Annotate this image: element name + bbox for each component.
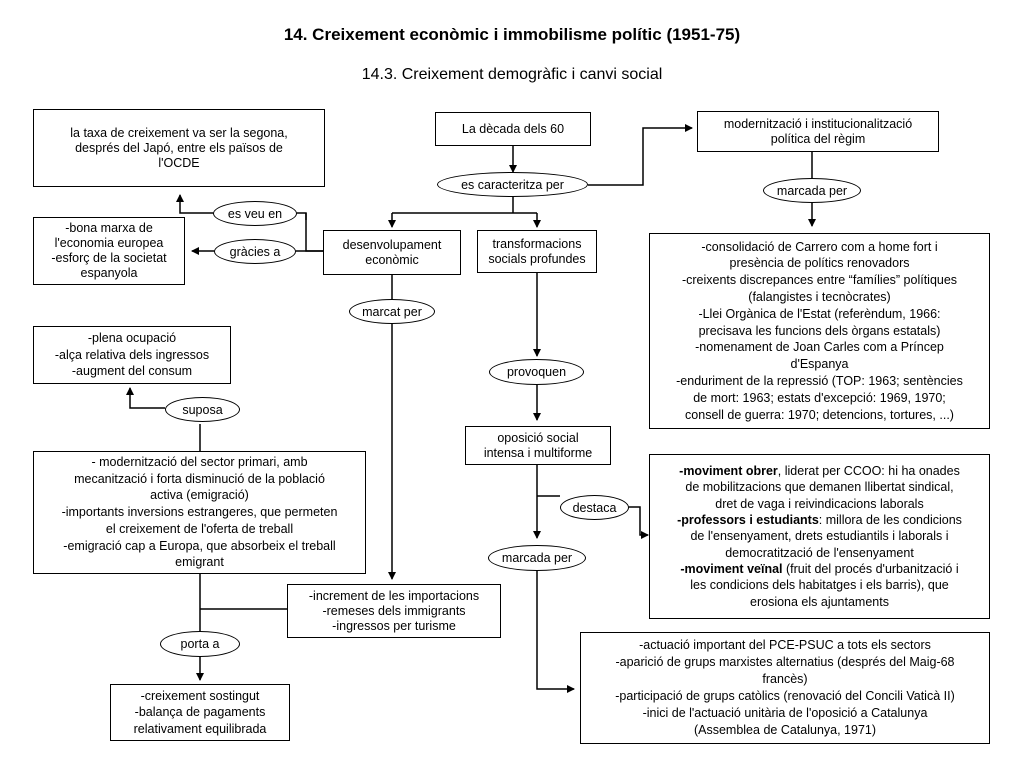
node-line: -aparició de grups marxistes alternatius (després del Maig-68 [615,655,955,669]
link-porta-a: porta a [160,631,240,657]
node-line: oposició social [497,430,579,445]
node-line: consell de guerra: 1970; detencions, tortures, ...) [685,407,954,422]
node-modernitzacio-sector [33,451,366,574]
link-marcada-per-bottom: marcada per [488,545,586,571]
node-line: de mort: 1963; estats d'excepció: 1969, 1970; [693,390,946,405]
node-increment [287,584,501,638]
node-line: d'Espanya [790,357,849,372]
node-transformacions [477,230,597,273]
node-line: -Llei Orgànica de l'Estat (referèndum, 1966: [698,306,941,321]
node-taxa-creixement [33,109,325,187]
page-subtitle: 14.3. Creixement demogràfic i canvi social [361,66,663,83]
node-line [680,561,958,577]
node-line: -emigració cap a Europa, que absorbeix el treball [63,538,336,553]
node-line: - modernització del sector primari, amb [91,455,308,470]
node-line: -participació de grups catòlics (renovació del Concili Vaticà II) [615,689,955,703]
node-line: -remeses dels immigrants [322,603,466,618]
node-line: dret de vaga i reivindicacions laborals [715,496,924,511]
node-line: precisava les funcions dels òrgans estatals) [698,323,941,338]
node-plena-ocupacio [33,326,231,384]
node-line: intensa i multiforme [483,445,593,460]
node-line: -actuació important del PCE-PSUC a tots els sectors [639,638,931,652]
node-line: -alça relativa dels ingressos [54,347,210,362]
link-marcada-per-top: marcada per [763,178,861,203]
link-destaca: destaca [560,495,629,520]
node-line: modernització i institucionalització [723,116,913,131]
node-oposicio-social [465,426,611,465]
node-line: -nomenament de Joan Carles com a Príncep [695,340,944,355]
node-desenvolupament [323,230,461,275]
node-line: relativament equilibrada [133,721,267,736]
node-line: democratització de l'ensenyament [725,545,914,560]
node-line: les condicions dels habitatges i els barris), que [690,578,949,593]
node-line: (Assemblea de Catalunya, 1971) [693,723,877,737]
link-es-veu-en: es veu en [213,201,297,226]
node-line: -ingressos per turisme [332,618,456,633]
professors-label: -professors i estudiants [677,513,819,528]
node-line: -enduriment de la repressió (TOP: 1963; sentències [676,373,963,388]
node-creixement-sostingut [110,684,290,741]
node-line: socials profundes [488,251,586,266]
node-text: La dècada dels 60 [461,121,565,136]
node-line: (falangistes i tecnòcrates) [748,290,891,304]
node-line: el creixement de l'oferta de treball [105,521,294,536]
node-line: mecanització i forta disminució de la població [74,471,325,486]
link-provoquen: provoquen [489,359,584,385]
node-line: política del règim [770,131,866,146]
node-line: francès) [762,672,808,686]
node-line: -inici de l'actuació unitària de l'oposició a Catalunya [642,706,928,720]
node-line: la taxa de creixement va ser la segona, [70,125,288,140]
node-line: espanyola [80,266,138,280]
link-suposa: suposa [165,397,240,422]
node-line: presència de polítics renovadors [729,256,910,271]
node-line: -increment de les importacions [308,588,480,603]
moviment-obrer-label: -moviment obrer [679,464,778,479]
node-modernitzacio-politica [697,111,939,152]
link-gracies-a: gràcies a [214,239,296,264]
node-consolidacio [649,233,990,429]
node-decada [435,112,591,146]
node-line: transformacions [492,236,582,251]
node-line: -creixents discrepances entre “famílies” polítiques [681,273,958,288]
node-line: econòmic [365,252,419,267]
node-line-text: (fruit del procés d'urbanització i [782,561,959,576]
node-line: activa (emigració) [150,488,249,503]
node-line: l'OCDE [158,155,200,170]
node-line: -balança de pagaments [134,705,266,720]
moviment-veinal-label: -moviment veïnal [680,561,783,576]
node-line: -esforç de la societat [51,251,167,265]
node-line [677,512,962,528]
node-line: -plena ocupació [87,331,177,346]
link-es-caracteritza: es caracteritza per [437,172,588,197]
node-line: desenvolupament [342,237,442,252]
node-bona-marxa [33,217,185,285]
node-moviments [649,454,990,619]
node-line: emigrant [175,555,224,570]
node-line-text: , liderat per CCOO: hi ha onades [777,464,960,479]
node-line: -consolidació de Carrero com a home fort i [701,239,938,254]
link-marcat-per: marcat per [349,299,435,324]
node-line: -importants inversions estrangeres, que permeten [61,505,338,520]
node-line: -augment del consum [71,364,193,379]
node-actuacio [580,632,990,744]
page-title: 14. Creixement econòmic i immobilisme polític (1951-75) [283,25,741,44]
node-line: de l'ensenyament, drets estudiantils i laborals i [690,529,949,544]
node-line: erosiona els ajuntaments [750,594,889,609]
node-line: -bona marxa de [65,221,153,235]
node-line: l'economia europea [54,236,164,250]
node-line: de mobilitzacions que demanen llibertat sindical, [685,480,954,495]
node-line: -creixement sostingut [140,688,260,703]
node-line: després del Japó, entre els països de [75,140,283,155]
node-line-text: : millora de les condicions [818,513,962,528]
node-line [679,463,960,479]
